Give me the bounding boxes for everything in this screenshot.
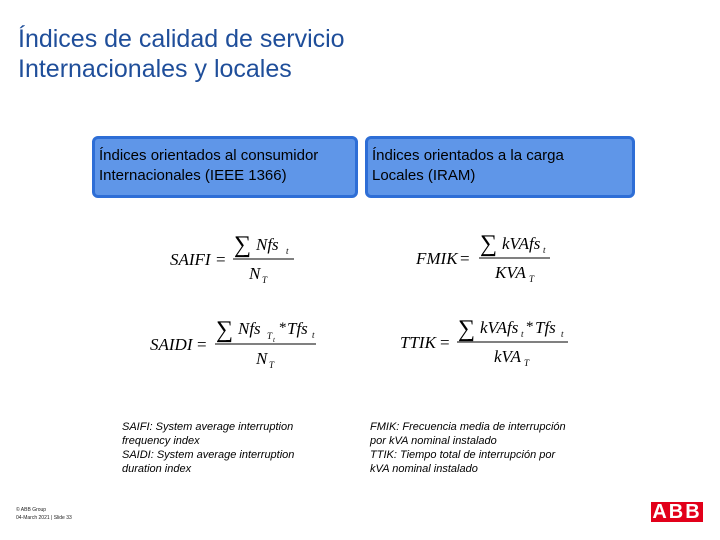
saifi-denominator: N xyxy=(249,264,261,283)
load-indices-description xyxy=(370,420,620,476)
ttik-formula xyxy=(400,312,570,372)
title-line-2: Internacionales y locales xyxy=(18,55,292,83)
saidi-lhs: SAIDI xyxy=(150,335,193,354)
desc-left-line: duration index xyxy=(122,463,192,475)
fmik-numerator-sub: t xyxy=(543,245,546,255)
saidi-multiply: * xyxy=(279,320,287,336)
fmik-denominator-sub: T xyxy=(529,274,535,284)
desc-right-line: por kVA nominal instalado xyxy=(370,435,497,447)
fmik-formula xyxy=(416,228,556,288)
saidi-numerator-a-subsub: t xyxy=(273,336,275,344)
desc-left-line: SAIFI: System average interruption xyxy=(122,421,294,433)
fmik-denominator: KVA xyxy=(495,263,526,282)
saifi-numerator-sub: t xyxy=(286,246,289,256)
fmik-equals: = xyxy=(460,249,470,268)
fmik-sigma: ∑ xyxy=(480,231,498,257)
ttik-multiply: * xyxy=(526,319,534,335)
saidi-denominator-sub: T xyxy=(269,360,275,370)
consumer-box-line-1: Índices orientados al consumidor xyxy=(99,147,319,164)
ttik-numerator-c: Tfs xyxy=(535,318,556,337)
saifi-formula xyxy=(170,228,300,288)
saifi-sigma: ∑ xyxy=(234,232,252,258)
desc-right-line: kVA nominal instalado xyxy=(370,463,478,475)
desc-left-line: frequency index xyxy=(122,435,200,447)
consumer-indices-description xyxy=(122,420,352,476)
slide-title xyxy=(18,24,345,84)
saidi-numerator-c-sub: t xyxy=(312,330,315,340)
ttik-numerator-a-sub: t xyxy=(521,329,524,339)
saifi-lhs: SAIFI xyxy=(170,250,211,269)
saidi-sigma: ∑ xyxy=(216,317,234,343)
footer-date-slide: 04-March 2021 | Slide 33 xyxy=(16,515,72,521)
desc-right-line: TTIK: Tiempo total de interrupción por xyxy=(370,449,556,461)
load-box-line-1: Índices orientados a la carga xyxy=(372,147,564,164)
saidi-numerator-c: Tfs xyxy=(287,319,308,338)
saidi-denominator: N xyxy=(256,349,268,368)
saifi-equals: = xyxy=(216,250,226,269)
desc-left-line: SAIDI: System average interruption xyxy=(122,449,295,461)
abb-logo: ABB xyxy=(652,501,702,523)
title-line-1: Índices de calidad de servicio xyxy=(18,25,345,53)
ttik-denominator: kVA xyxy=(494,347,522,366)
ttik-equals: = xyxy=(440,333,450,352)
saidi-numerator-a: Nfs xyxy=(238,319,261,338)
load-indices-box xyxy=(365,136,635,198)
ttik-sigma: ∑ xyxy=(458,316,476,342)
ttik-numerator-c-sub: t xyxy=(561,329,564,339)
fmik-numerator: kVAfs xyxy=(502,234,541,253)
consumer-indices-box xyxy=(92,136,358,198)
fmik-lhs: FMIK xyxy=(416,249,458,268)
consumer-box-line-2: Internacionales (IEEE 1366) xyxy=(99,167,287,184)
ttik-denominator-sub: T xyxy=(524,358,530,368)
saifi-denominator-sub: T xyxy=(262,275,268,285)
saidi-formula xyxy=(150,312,315,372)
saidi-equals: = xyxy=(197,335,207,354)
ttik-numerator-a: kVAfs xyxy=(480,318,519,337)
load-box-line-2: Locales (IRAM) xyxy=(372,167,476,184)
ttik-lhs: TTIK xyxy=(400,333,436,352)
slide-footer xyxy=(16,506,72,522)
saidi-numerator-a-sub: T xyxy=(267,331,273,341)
saifi-numerator: Nfs xyxy=(256,235,279,254)
desc-right-line: FMIK: Frecuencia media de interrupción xyxy=(370,421,566,433)
footer-copyright: © ABB Group xyxy=(16,507,47,513)
